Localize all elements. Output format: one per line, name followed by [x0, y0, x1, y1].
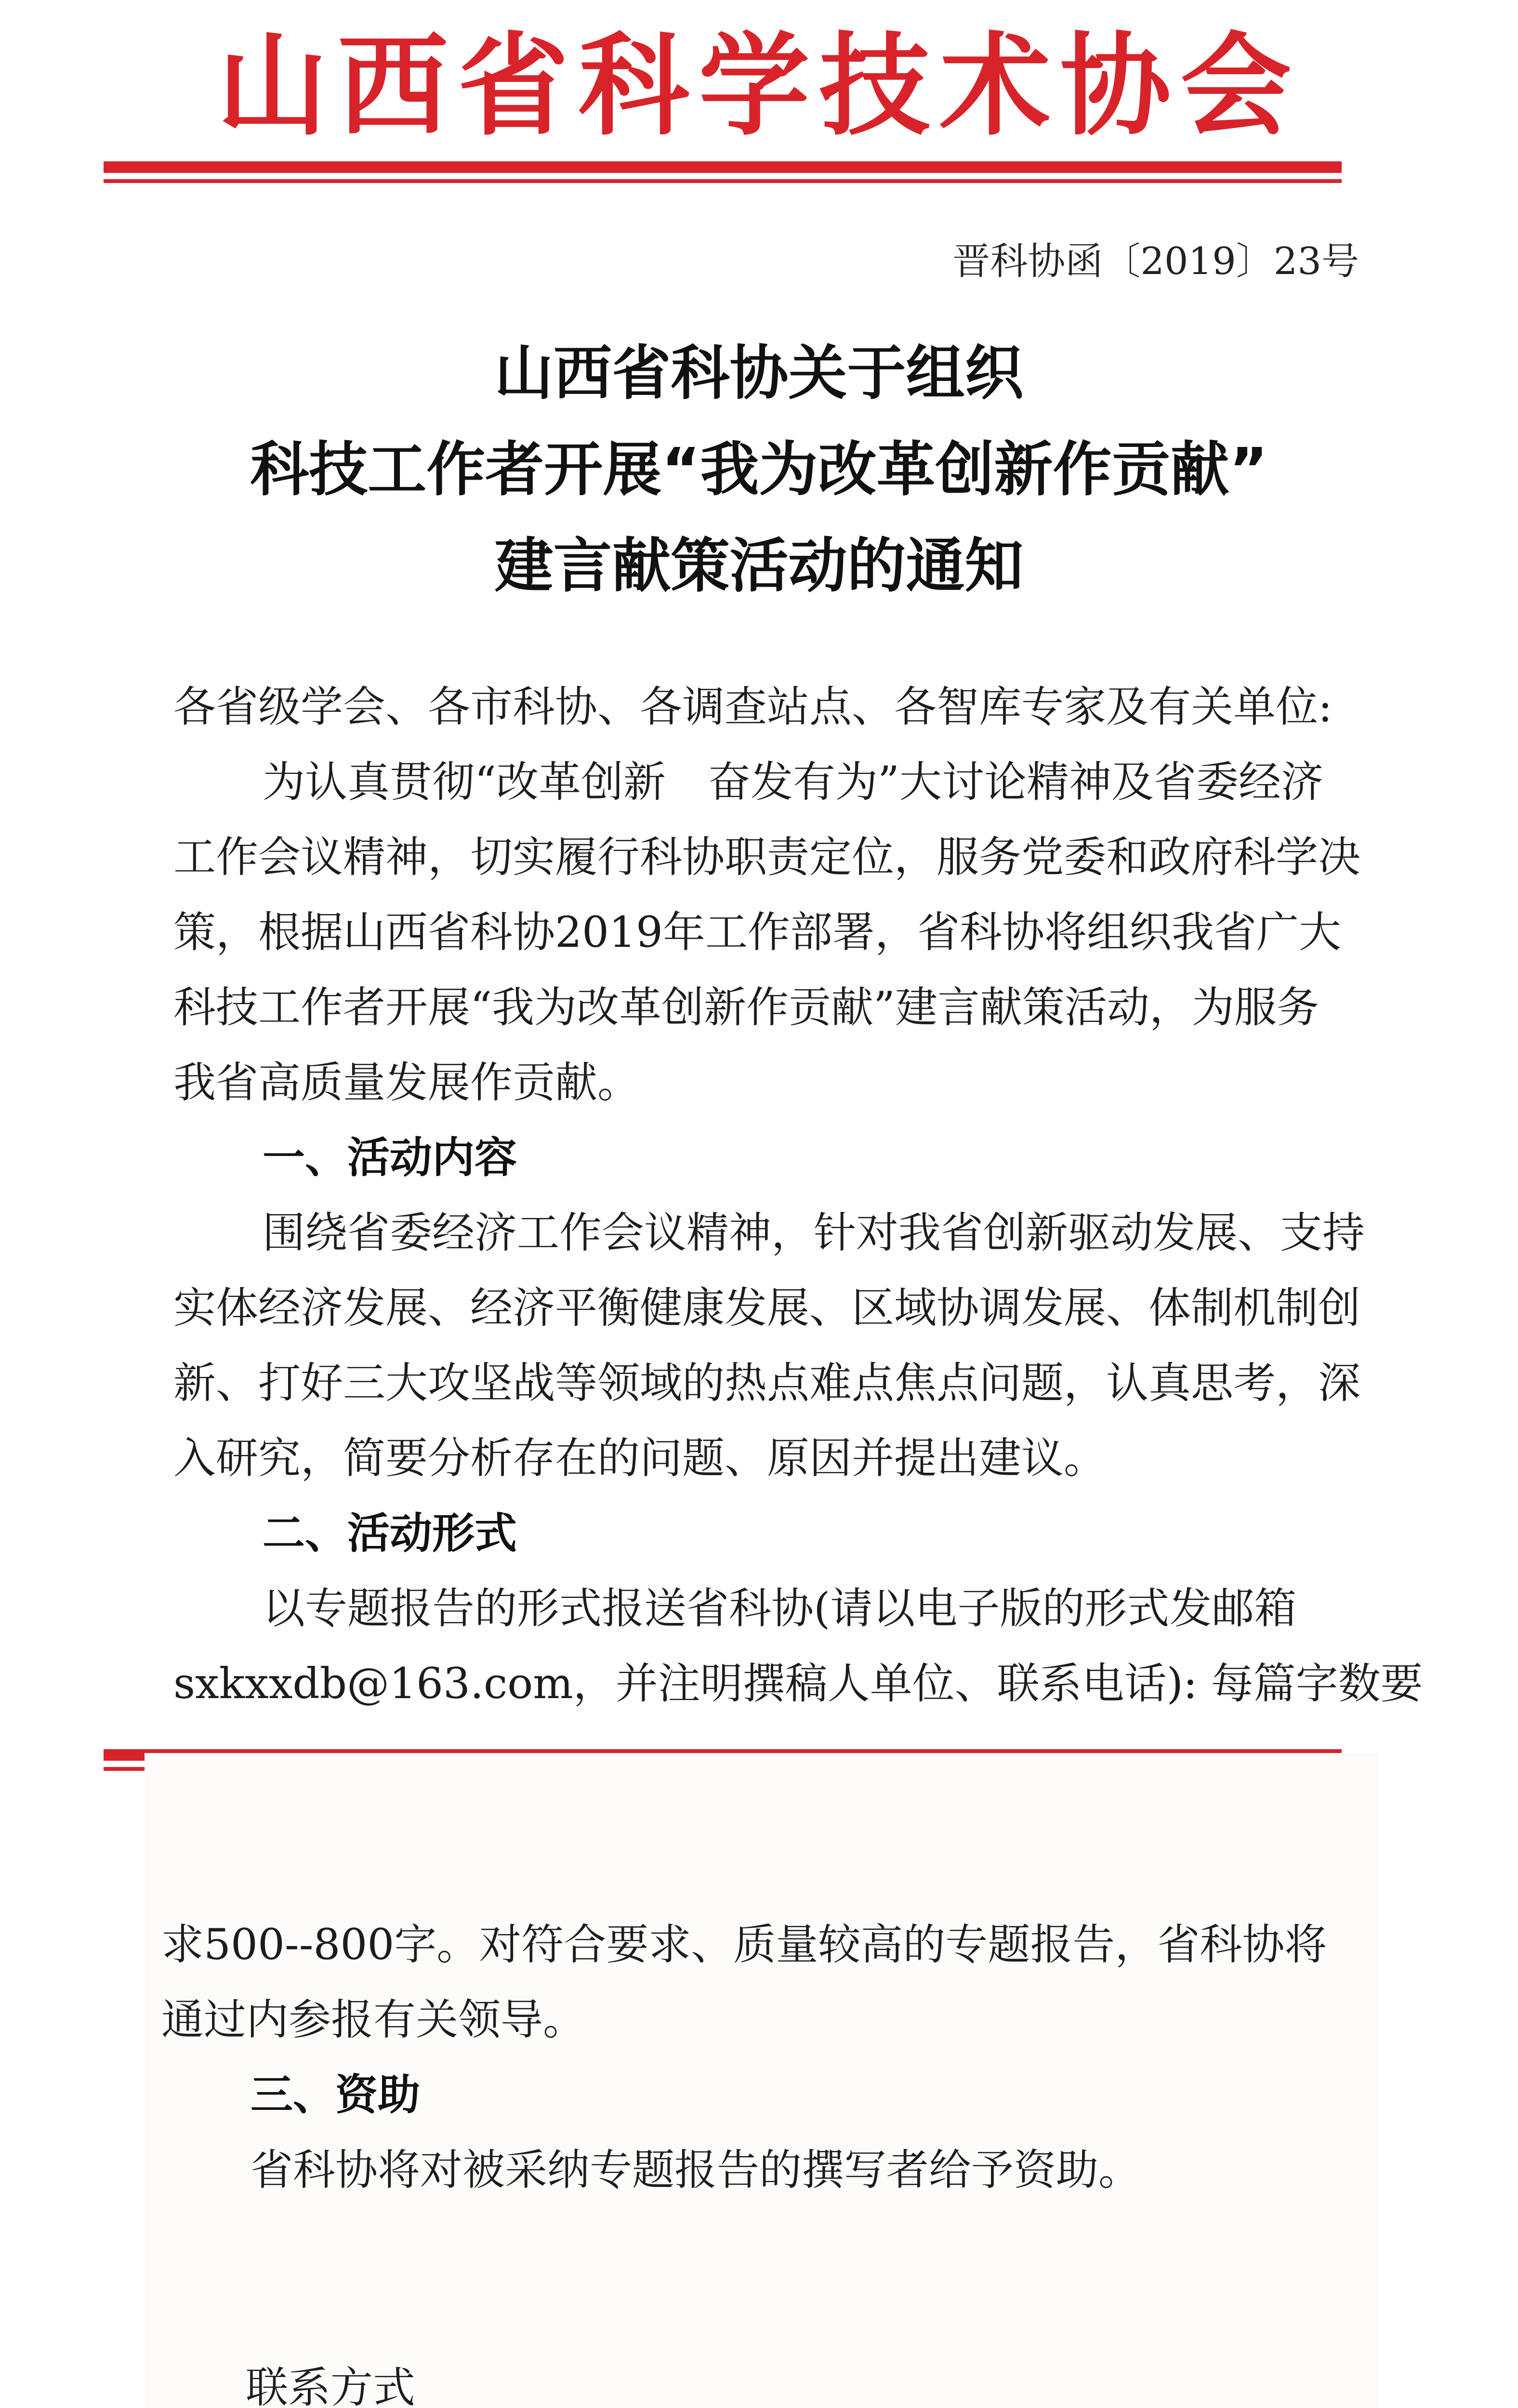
title-line-1: 山西省科协关于组织 — [494, 339, 1024, 407]
contact-heading: 联系方式 — [246, 2363, 416, 2408]
intro-line-3: 策，根据山西省科协2019年工作部署，省科协将组织我省广大 — [173, 907, 1341, 957]
masthead-rule-thin — [104, 179, 1342, 183]
section-3-heading: 三、资助 — [251, 2070, 421, 2120]
masthead-rule-thick — [104, 161, 1342, 173]
title-line-2: 科技工作者开展“我为改革创新作贡献” — [250, 435, 1268, 504]
document-number: 晋科协函〔2019〕23号 — [952, 240, 1359, 283]
intro-line-2: 工作会议精神，切实履行科协职责定位，服务党委和政府科学决 — [173, 832, 1361, 882]
section-2-line-1: 以专题报告的形式报送省科协(请以电子版的形式发邮箱 — [263, 1584, 1297, 1633]
section-2-cont-line-1: 求500--800字。对符合要求、质量较高的专题报告，省科协将 — [161, 1920, 1327, 1969]
title-line-3: 建言献策活动的通知 — [494, 532, 1024, 600]
masthead-title: 山西省科学技术协会 — [217, 22, 1301, 151]
intro-line-5: 我省高质量发展作贡献。 — [173, 1058, 640, 1107]
section-1-line-2: 实体经济发展、经济平衡健康发展、区域协调发展、体制机制创 — [173, 1283, 1361, 1333]
section-1-line-3: 新、打好三大攻坚战等领域的热点难点焦点问题，认真思考，深 — [173, 1358, 1361, 1408]
intro-line-1: 为认真贯彻“改革创新 奋发有为”大讨论精神及省委经济 — [263, 757, 1323, 807]
section-2-cont-line-2: 通过内参报有关领导。 — [161, 1995, 586, 2044]
section-1-heading: 一、活动内容 — [263, 1133, 517, 1182]
section-1-line-1: 围绕省委经济工作会议精神，针对我省创新驱动发展、支持 — [263, 1208, 1365, 1257]
recipients: 各省级学会、各市科协、各调查站点、各智库专家及有关单位: — [173, 682, 1333, 732]
section-1-line-4: 入研究，简要分析存在的问题、原因并提出建议。 — [173, 1433, 1107, 1483]
section-2-heading: 二、活动形式 — [263, 1508, 517, 1558]
section-2-line-2: sxkxxdb@163.com，并注明撰稿人单位、联系电话): 每篇字数要 — [173, 1659, 1423, 1708]
intro-line-4: 科技工作者开展“我为改革创新作贡献”建言献策活动，为服务 — [173, 982, 1319, 1032]
section-3-line-1: 省科协将对被采纳专题报告的撰写者给予资助。 — [251, 2145, 1141, 2195]
